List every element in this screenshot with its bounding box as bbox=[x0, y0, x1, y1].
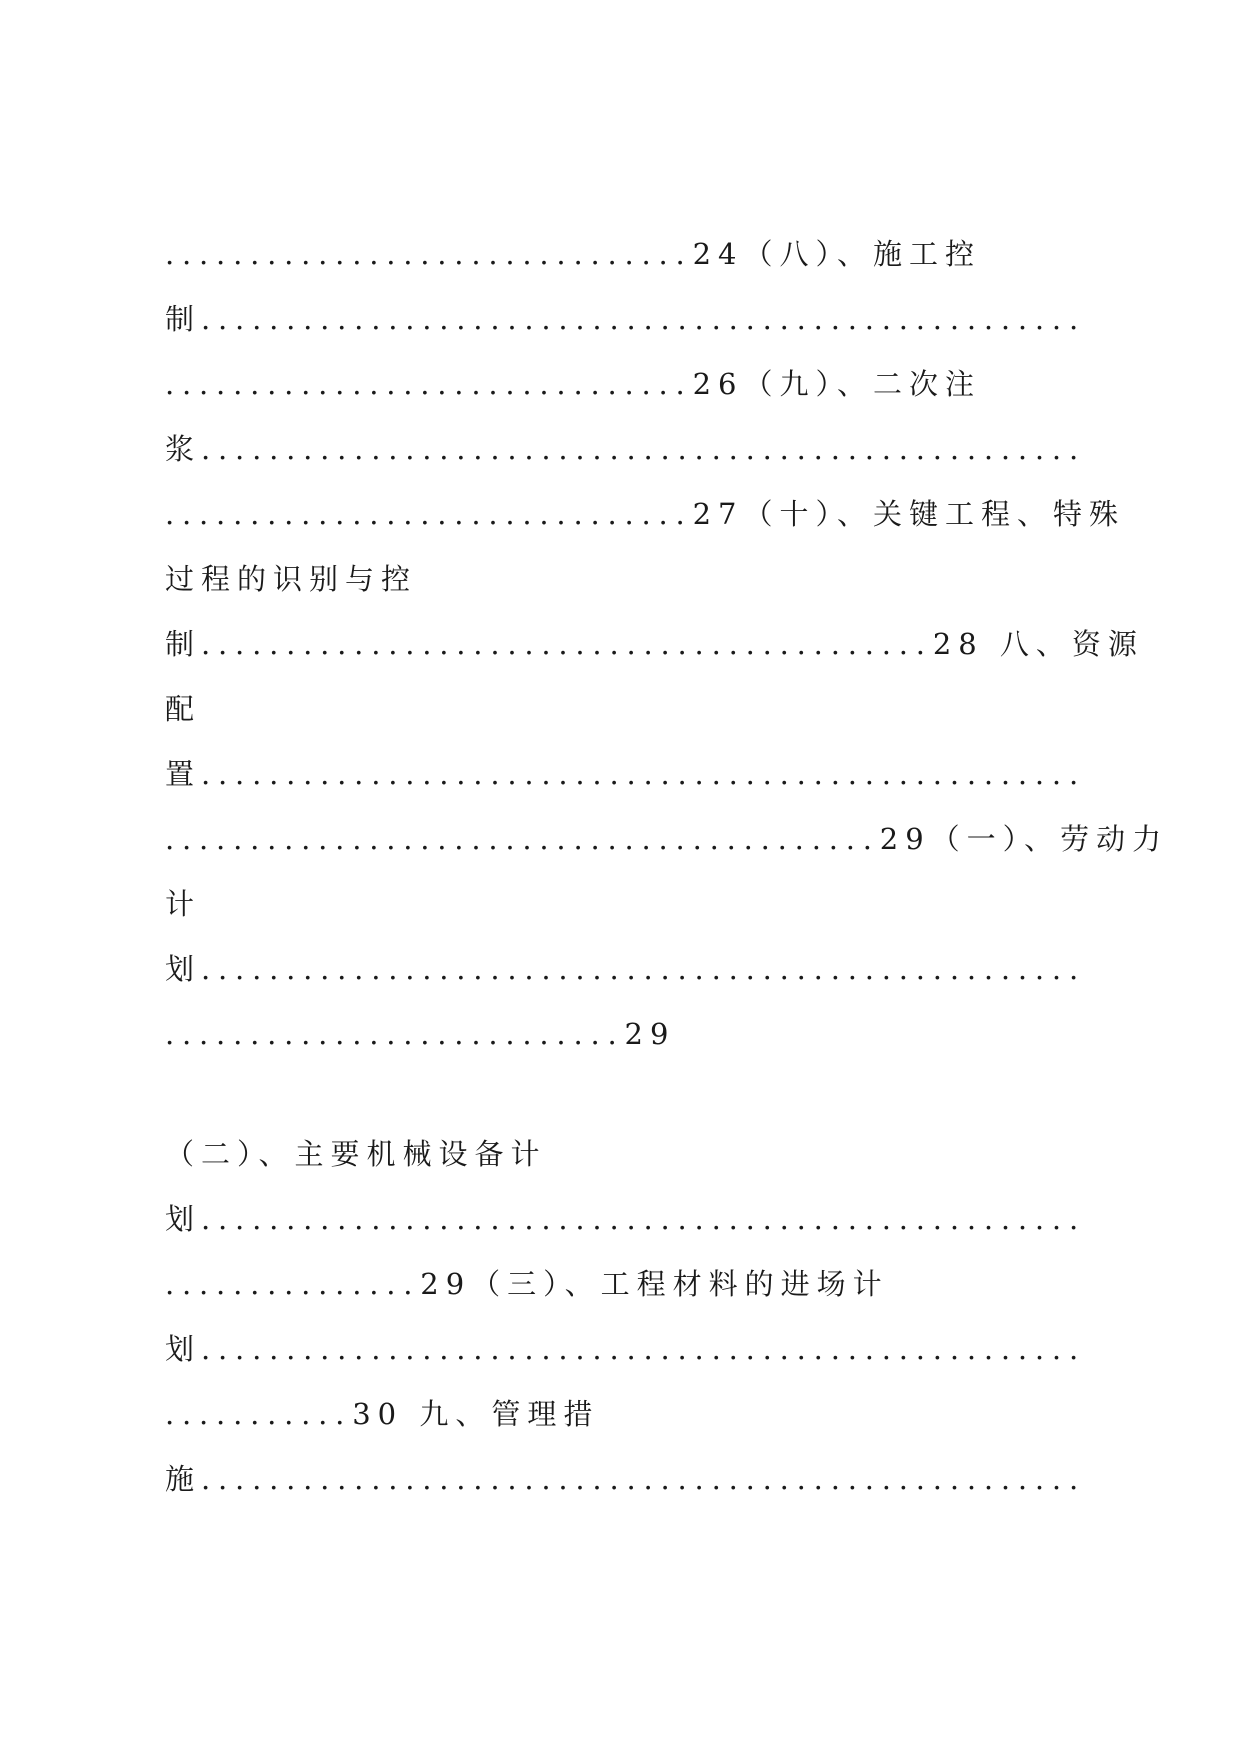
toc-line: ...............................26（九）、二次注 bbox=[165, 367, 981, 401]
toc-line: 施.................................................... bbox=[165, 1462, 1086, 1496]
toc-line: 制.................................................... bbox=[165, 302, 1086, 336]
toc-line: ..........................................29（一）、劳动力 bbox=[165, 822, 1169, 856]
toc-line: 划.................................................... bbox=[165, 1202, 1086, 1236]
toc-line: 置.................................................... bbox=[165, 757, 1086, 791]
toc-line: ...............29（三）、工程材料的进场计 bbox=[165, 1267, 889, 1301]
toc-line: ...............................27（十）、关键工程、特殊 bbox=[165, 497, 1125, 531]
toc-line: 划.................................................... bbox=[165, 1332, 1086, 1366]
toc-line: 划.................................................... bbox=[165, 952, 1086, 986]
toc-line: 过程的识别与控 bbox=[165, 562, 418, 596]
toc-line: ...............................24（八）、施工控 bbox=[165, 237, 981, 271]
toc-line: 配 bbox=[165, 692, 202, 726]
toc-line: 制...........................................28 八、资源 bbox=[165, 627, 1144, 661]
toc-line: （二）、主要机械设备计 bbox=[165, 1137, 547, 1171]
toc-line: 浆.................................................... bbox=[165, 432, 1086, 466]
toc-line: 计 bbox=[165, 887, 202, 921]
toc-line: ...........30 九、管理措 bbox=[165, 1397, 600, 1431]
toc-line: ...........................29 bbox=[165, 1017, 676, 1051]
